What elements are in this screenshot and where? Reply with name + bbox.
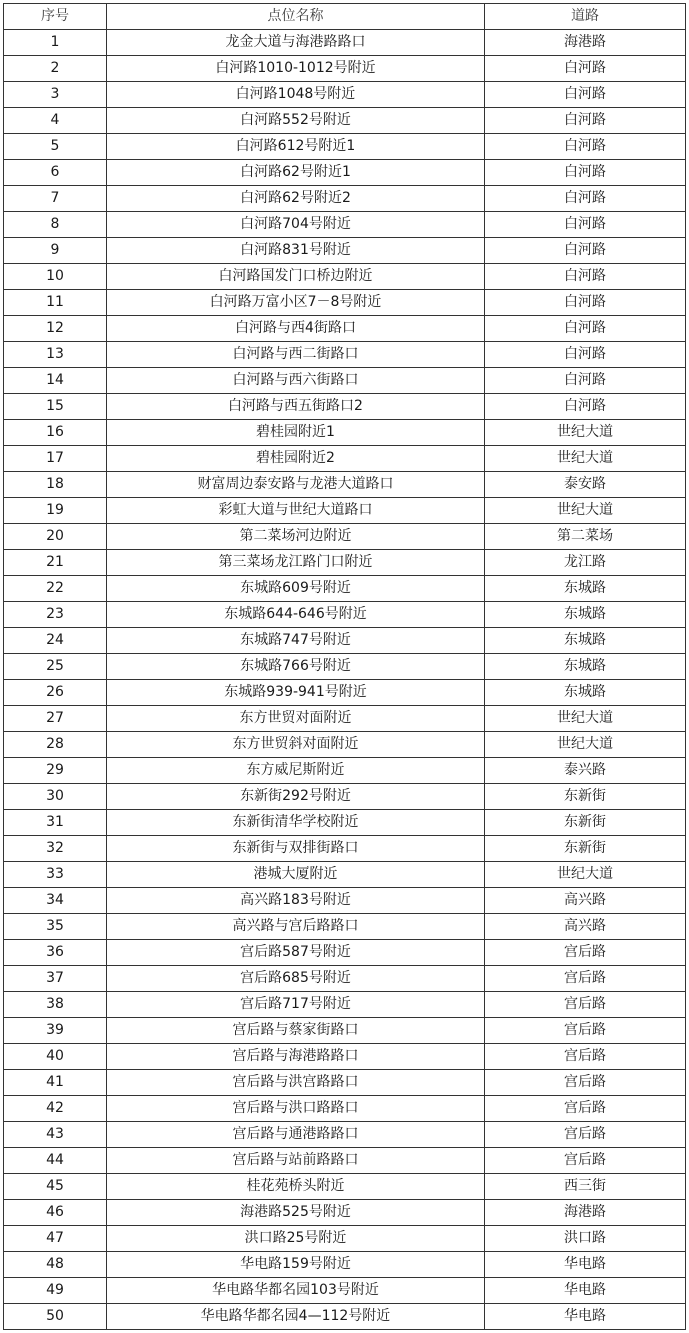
row-location-name: 白河路万富小区7－8号附近 bbox=[107, 290, 485, 316]
row-seq: 36 bbox=[4, 940, 107, 966]
row-location-name: 彩虹大道与世纪大道路口 bbox=[107, 498, 485, 524]
table-row bbox=[4, 108, 686, 134]
row-location-name: 东城路939-941号附近 bbox=[107, 680, 485, 706]
row-seq: 8 bbox=[4, 212, 107, 238]
table-row bbox=[4, 1070, 686, 1096]
row-seq: 9 bbox=[4, 238, 107, 264]
table-row bbox=[4, 160, 686, 186]
table-row bbox=[4, 654, 686, 680]
row-location-name: 白河路612号附近1 bbox=[107, 134, 485, 160]
row-seq: 19 bbox=[4, 498, 107, 524]
row-location-name: 白河路与西4街路口 bbox=[107, 316, 485, 342]
table-row bbox=[4, 264, 686, 290]
table-row bbox=[4, 966, 686, 992]
row-location-name: 东方世贸对面附近 bbox=[107, 706, 485, 732]
row-road: 白河路 bbox=[485, 394, 686, 420]
row-seq: 7 bbox=[4, 186, 107, 212]
table-row bbox=[4, 550, 686, 576]
table-row bbox=[4, 628, 686, 654]
row-location-name: 海港路525号附近 bbox=[107, 1200, 485, 1226]
row-location-name: 高兴路与宫后路路口 bbox=[107, 914, 485, 940]
row-road: 宫后路 bbox=[485, 1070, 686, 1096]
table-row bbox=[4, 1044, 686, 1070]
row-road: 世纪大道 bbox=[485, 862, 686, 888]
row-road: 华电路 bbox=[485, 1278, 686, 1304]
row-road: 白河路 bbox=[485, 238, 686, 264]
table-row bbox=[4, 1148, 686, 1174]
table-row bbox=[4, 1226, 686, 1252]
row-location-name: 白河路与西二街路口 bbox=[107, 342, 485, 368]
row-seq: 10 bbox=[4, 264, 107, 290]
row-location-name: 白河路国发门口桥边附近 bbox=[107, 264, 485, 290]
row-seq: 42 bbox=[4, 1096, 107, 1122]
row-seq: 28 bbox=[4, 732, 107, 758]
row-road: 白河路 bbox=[485, 368, 686, 394]
row-road: 东城路 bbox=[485, 602, 686, 628]
row-seq: 24 bbox=[4, 628, 107, 654]
row-road: 海港路 bbox=[485, 1200, 686, 1226]
row-seq: 32 bbox=[4, 836, 107, 862]
row-road: 第二菜场 bbox=[485, 524, 686, 550]
row-seq: 50 bbox=[4, 1304, 107, 1330]
row-location-name: 宫后路685号附近 bbox=[107, 966, 485, 992]
row-seq: 3 bbox=[4, 82, 107, 108]
row-road: 西三街 bbox=[485, 1174, 686, 1200]
row-location-name: 宫后路717号附近 bbox=[107, 992, 485, 1018]
row-road: 华电路 bbox=[485, 1304, 686, 1330]
row-seq: 35 bbox=[4, 914, 107, 940]
row-location-name: 华电路华都名园4—112号附近 bbox=[107, 1304, 485, 1330]
table-row bbox=[4, 342, 686, 368]
row-location-name: 桂花苑桥头附近 bbox=[107, 1174, 485, 1200]
row-road: 白河路 bbox=[485, 56, 686, 82]
table-row bbox=[4, 82, 686, 108]
row-road: 龙江路 bbox=[485, 550, 686, 576]
row-road: 白河路 bbox=[485, 160, 686, 186]
table-row bbox=[4, 862, 686, 888]
row-location-name: 第二菜场河边附近 bbox=[107, 524, 485, 550]
header-name: 点位名称 bbox=[107, 4, 485, 30]
table-row bbox=[4, 758, 686, 784]
row-location-name: 东城路766号附近 bbox=[107, 654, 485, 680]
row-road: 东新街 bbox=[485, 836, 686, 862]
row-location-name: 华电路华都名园103号附近 bbox=[107, 1278, 485, 1304]
row-seq: 6 bbox=[4, 160, 107, 186]
table-row bbox=[4, 680, 686, 706]
row-location-name: 东新街清华学校附近 bbox=[107, 810, 485, 836]
row-seq: 4 bbox=[4, 108, 107, 134]
row-seq: 41 bbox=[4, 1070, 107, 1096]
row-location-name: 宫后路587号附近 bbox=[107, 940, 485, 966]
row-location-name: 白河路1010-1012号附近 bbox=[107, 56, 485, 82]
row-location-name: 宫后路与通港路路口 bbox=[107, 1122, 485, 1148]
table-row bbox=[4, 498, 686, 524]
row-seq: 25 bbox=[4, 654, 107, 680]
row-seq: 15 bbox=[4, 394, 107, 420]
row-seq: 34 bbox=[4, 888, 107, 914]
header-road: 道路 bbox=[485, 4, 686, 30]
row-road: 泰安路 bbox=[485, 472, 686, 498]
row-road: 宫后路 bbox=[485, 1018, 686, 1044]
row-location-name: 洪口路25号附近 bbox=[107, 1226, 485, 1252]
row-road: 宫后路 bbox=[485, 940, 686, 966]
table-row bbox=[4, 914, 686, 940]
row-road: 白河路 bbox=[485, 186, 686, 212]
row-location-name: 白河路与西六街路口 bbox=[107, 368, 485, 394]
row-road: 洪口路 bbox=[485, 1226, 686, 1252]
row-road: 东城路 bbox=[485, 576, 686, 602]
table-row bbox=[4, 316, 686, 342]
row-seq: 47 bbox=[4, 1226, 107, 1252]
row-location-name: 东城路609号附近 bbox=[107, 576, 485, 602]
row-location-name: 白河路1048号附近 bbox=[107, 82, 485, 108]
table-row bbox=[4, 1122, 686, 1148]
row-seq: 46 bbox=[4, 1200, 107, 1226]
table-row bbox=[4, 706, 686, 732]
table-row bbox=[4, 940, 686, 966]
row-location-name: 东新街292号附近 bbox=[107, 784, 485, 810]
table-row bbox=[4, 732, 686, 758]
table-row bbox=[4, 810, 686, 836]
row-location-name: 宫后路与蔡家街路口 bbox=[107, 1018, 485, 1044]
table-body bbox=[4, 30, 686, 1330]
row-seq: 37 bbox=[4, 966, 107, 992]
row-location-name: 白河路62号附近2 bbox=[107, 186, 485, 212]
row-road: 宫后路 bbox=[485, 966, 686, 992]
row-seq: 14 bbox=[4, 368, 107, 394]
row-seq: 12 bbox=[4, 316, 107, 342]
row-road: 宫后路 bbox=[485, 1148, 686, 1174]
row-seq: 11 bbox=[4, 290, 107, 316]
row-seq: 2 bbox=[4, 56, 107, 82]
row-road: 泰兴路 bbox=[485, 758, 686, 784]
row-seq: 1 bbox=[4, 30, 107, 56]
table-row bbox=[4, 836, 686, 862]
row-road: 宫后路 bbox=[485, 1122, 686, 1148]
row-road: 东新街 bbox=[485, 810, 686, 836]
row-location-name: 白河路831号附近 bbox=[107, 238, 485, 264]
table-row bbox=[4, 30, 686, 56]
row-road: 白河路 bbox=[485, 290, 686, 316]
row-road: 白河路 bbox=[485, 342, 686, 368]
location-table bbox=[3, 3, 686, 1330]
header-seq: 序号 bbox=[4, 4, 107, 30]
table-row bbox=[4, 602, 686, 628]
table-row bbox=[4, 212, 686, 238]
row-road: 世纪大道 bbox=[485, 498, 686, 524]
row-seq: 26 bbox=[4, 680, 107, 706]
row-road: 世纪大道 bbox=[485, 706, 686, 732]
table-row bbox=[4, 888, 686, 914]
row-location-name: 宫后路与站前路路口 bbox=[107, 1148, 485, 1174]
table-row bbox=[4, 784, 686, 810]
row-location-name: 碧桂园附近1 bbox=[107, 420, 485, 446]
table-row bbox=[4, 186, 686, 212]
row-seq: 38 bbox=[4, 992, 107, 1018]
table-row bbox=[4, 56, 686, 82]
row-seq: 16 bbox=[4, 420, 107, 446]
table-row bbox=[4, 394, 686, 420]
row-road: 白河路 bbox=[485, 264, 686, 290]
row-seq: 44 bbox=[4, 1148, 107, 1174]
row-location-name: 宫后路与海港路路口 bbox=[107, 1044, 485, 1070]
row-seq: 29 bbox=[4, 758, 107, 784]
table-row bbox=[4, 1304, 686, 1330]
row-location-name: 宫后路与洪口路路口 bbox=[107, 1096, 485, 1122]
row-road: 东城路 bbox=[485, 628, 686, 654]
row-road: 白河路 bbox=[485, 134, 686, 160]
row-road: 东新街 bbox=[485, 784, 686, 810]
table-row bbox=[4, 420, 686, 446]
row-location-name: 第三菜场龙江路门口附近 bbox=[107, 550, 485, 576]
table-row bbox=[4, 1018, 686, 1044]
row-location-name: 东城路747号附近 bbox=[107, 628, 485, 654]
table-row bbox=[4, 134, 686, 160]
row-road: 宫后路 bbox=[485, 992, 686, 1018]
table-row bbox=[4, 368, 686, 394]
row-road: 宫后路 bbox=[485, 1096, 686, 1122]
table-row bbox=[4, 290, 686, 316]
table-row bbox=[4, 576, 686, 602]
table-row bbox=[4, 1278, 686, 1304]
row-seq: 45 bbox=[4, 1174, 107, 1200]
header-row bbox=[4, 4, 686, 30]
table-row bbox=[4, 472, 686, 498]
row-seq: 30 bbox=[4, 784, 107, 810]
row-location-name: 白河路552号附近 bbox=[107, 108, 485, 134]
row-seq: 18 bbox=[4, 472, 107, 498]
table-row bbox=[4, 446, 686, 472]
row-location-name: 港城大厦附近 bbox=[107, 862, 485, 888]
row-road: 华电路 bbox=[485, 1252, 686, 1278]
row-location-name: 财富周边泰安路与龙港大道路口 bbox=[107, 472, 485, 498]
row-seq: 48 bbox=[4, 1252, 107, 1278]
row-road: 白河路 bbox=[485, 82, 686, 108]
row-road: 世纪大道 bbox=[485, 446, 686, 472]
row-seq: 31 bbox=[4, 810, 107, 836]
row-location-name: 白河路704号附近 bbox=[107, 212, 485, 238]
row-seq: 39 bbox=[4, 1018, 107, 1044]
row-road: 东城路 bbox=[485, 654, 686, 680]
row-road: 海港路 bbox=[485, 30, 686, 56]
row-road: 高兴路 bbox=[485, 914, 686, 940]
row-location-name: 东新街与双排街路口 bbox=[107, 836, 485, 862]
row-location-name: 东方威尼斯附近 bbox=[107, 758, 485, 784]
row-road: 高兴路 bbox=[485, 888, 686, 914]
row-road: 东城路 bbox=[485, 680, 686, 706]
row-location-name: 龙金大道与海港路路口 bbox=[107, 30, 485, 56]
row-seq: 23 bbox=[4, 602, 107, 628]
row-location-name: 白河路62号附近1 bbox=[107, 160, 485, 186]
row-location-name: 华电路159号附近 bbox=[107, 1252, 485, 1278]
row-road: 白河路 bbox=[485, 316, 686, 342]
row-location-name: 碧桂园附近2 bbox=[107, 446, 485, 472]
table-row bbox=[4, 1200, 686, 1226]
row-seq: 22 bbox=[4, 576, 107, 602]
row-seq: 49 bbox=[4, 1278, 107, 1304]
row-road: 世纪大道 bbox=[485, 732, 686, 758]
row-seq: 27 bbox=[4, 706, 107, 732]
row-seq: 13 bbox=[4, 342, 107, 368]
row-seq: 33 bbox=[4, 862, 107, 888]
table-row bbox=[4, 1174, 686, 1200]
row-road: 白河路 bbox=[485, 212, 686, 238]
row-location-name: 宫后路与洪宫路路口 bbox=[107, 1070, 485, 1096]
table-row bbox=[4, 992, 686, 1018]
row-location-name: 白河路与西五街路口2 bbox=[107, 394, 485, 420]
row-seq: 17 bbox=[4, 446, 107, 472]
row-road: 世纪大道 bbox=[485, 420, 686, 446]
table-header bbox=[4, 4, 686, 30]
row-seq: 43 bbox=[4, 1122, 107, 1148]
table-row bbox=[4, 238, 686, 264]
row-seq: 5 bbox=[4, 134, 107, 160]
table-row bbox=[4, 524, 686, 550]
table-row bbox=[4, 1096, 686, 1122]
row-seq: 40 bbox=[4, 1044, 107, 1070]
row-road: 宫后路 bbox=[485, 1044, 686, 1070]
table-row bbox=[4, 1252, 686, 1278]
row-road: 白河路 bbox=[485, 108, 686, 134]
row-location-name: 东方世贸斜对面附近 bbox=[107, 732, 485, 758]
row-seq: 21 bbox=[4, 550, 107, 576]
row-location-name: 高兴路183号附近 bbox=[107, 888, 485, 914]
row-seq: 20 bbox=[4, 524, 107, 550]
row-location-name: 东城路644-646号附近 bbox=[107, 602, 485, 628]
